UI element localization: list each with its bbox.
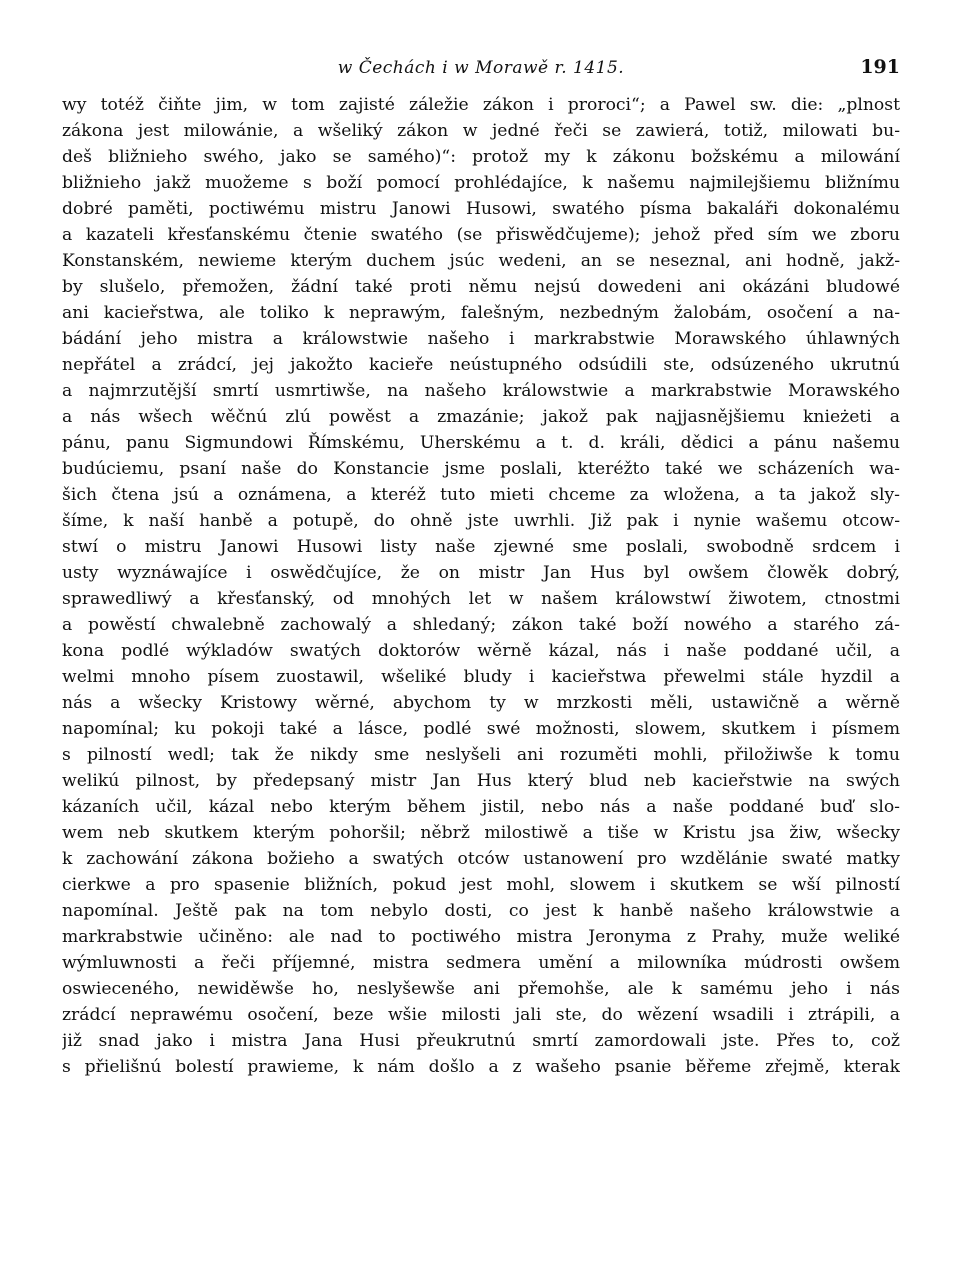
text-line: ani kacieřstwa, ale toliko k neprawým, falešným, nezbedným žalobám, osočení a na- — [62, 303, 900, 323]
page-header — [62, 52, 900, 92]
text-line: bádání jeho mistra a králowstwie našeho i markrabstwie Morawského úhlawných — [62, 329, 900, 349]
text-line: nepřátel a zrádcí, jej jakožto kacieře neústupného odsúdili ste, odsúzeného ukrutnú — [62, 355, 900, 375]
text-line: deš bližnieho swého, jako se samého)“: protož my k zákonu božskému a milowání — [62, 147, 900, 167]
text-line: bližnieho jakž muožeme s boží pomocí prohlédajíce, k našemu najmilejšiemu bližnímu — [62, 173, 900, 193]
text-line: již snad jako i mistra Jana Husi přeukrutnú smrtí zamordowali jste. Přes to, což — [62, 1031, 900, 1051]
text-line: a najmrzutější smrtí usmrtiwše, na našeho králowstwie a markrabstwie Morawského — [62, 381, 900, 401]
page-number: 191 — [860, 56, 900, 78]
text-line: a nás wšech wěčnú zlú powěst a zmazánie; jakož pak najjasnějšiemu knieżeti a — [62, 407, 900, 427]
text-line: wýmluwnosti a řeči příjemné, mistra sedmera umění a milowníka múdrosti owšem — [62, 953, 900, 973]
text-line: šich čtena jsú a oznámena, a kteréž tuto mieti chceme za wložena, a ta jakož sly- — [62, 485, 900, 505]
body-text — [62, 92, 900, 1080]
text-line: kona podlé wýkladów swatých doktorów wěrně kázal, nás i naše poddané učil, a — [62, 641, 900, 661]
text-line: stwí o mistru Janowi Husowi listy naše zjewné sme poslali, swobodně srdcem i — [62, 537, 900, 557]
text-line: a kazateli křesťanskému čtenie swatého (se přiswědčujeme); jehož před sím we zboru — [62, 225, 900, 245]
text-line: s přielišnú bolestí prawieme, k nám došlo a z wašeho psanie běřeme zřejmě, kterak — [62, 1057, 900, 1077]
text-line: cierkwe a pro spasenie bližních, pokud jest mohl, slowem i skutkem se wší pilností — [62, 875, 900, 895]
text-line: usty wyznáwajíce i oswědčujíce, že on mistr Jan Hus byl owšem člowěk dobrý, — [62, 563, 900, 583]
text-line: wy totéž čiňte jim, w tom zajisté záležie zákon i proroci“; a Pawel sw. die: „plnost — [62, 95, 900, 115]
text-line: s pilností wedl; tak že nikdy sme neslyšeli ani rozuměti mohli, přiložiwše k tomu — [62, 745, 900, 765]
text-line: zákona jest milowánie, a wšeliký zákon w jedné řeči se zawierá, totiž, milowati bu- — [62, 121, 900, 141]
text-line: markrabstwie učiněno: ale nad to poctiwého mistra Jeronyma z Prahy, muže weliké — [62, 927, 900, 947]
text-line: kázaních učil, kázal nebo kterým během jistil, nebo nás a naše poddané buď slo- — [62, 797, 900, 817]
text-line: budúciemu, psaní naše do Konstancie jsme poslali, kteréžto také we scházeních wa- — [62, 459, 900, 479]
text-line: šíme, k naší hanbě a potupě, do ohně jste uwrhli. Již pak i nynie wašemu otcow- — [62, 511, 900, 531]
text-line: by slušelo, přemožen, žádní také proti němu nejsú dowedeni ani okázáni bludowé — [62, 277, 900, 297]
text-line: Konstanském, newieme kterým duchem jsúc wedeni, an se neseznal, ani hodně, jakž- — [62, 251, 900, 271]
text-line: pánu, panu Sigmundowi Římskému, Uherskému a t. d. králi, dědici a pánu našemu — [62, 433, 900, 453]
text-line: nás a wšecky Kristowy wěrné, abychom ty w mrzkosti měli, ustawičně a wěrně — [62, 693, 900, 713]
text-line: a powěstí chwalebně zachowalý a shledaný; zákon také boží nowého a starého zá- — [62, 615, 900, 635]
text-line: wem neb skutkem kterým pohoršil; něbrž milostiwě a tiše w Kristu jsa žiw, wšecky — [62, 823, 900, 843]
document-page — [62, 52, 900, 1080]
text-line: welikú pilnost, by předepsaný mistr Jan Hus který blud neb kacieřstwie na swých — [62, 771, 900, 791]
text-line: napomínal. Ještě pak na tom nebylo dosti, co jest k hanbě našeho králowstwie a — [62, 901, 900, 921]
text-line: dobré paměti, poctiwému mistru Janowi Husowi, swatého písma bakaláři dokonalému — [62, 199, 900, 219]
text-line: welmi mnoho písem zuostawil, wšeliké bludy i kacieřstwa přewelmi stále hyzdil a — [62, 667, 900, 687]
text-line: sprawedliwý a křesťanský, od mnohých let w našem králowstwí žiwotem, ctnostmi — [62, 589, 900, 609]
text-line: zrádcí neprawému osočení, beze wšie milosti jali ste, do wězení wsadili i ztrápili, a — [62, 1005, 900, 1025]
text-line: napomínal; ku pokoji také a lásce, podlé swé možnosti, slowem, skutkem i písmem — [62, 719, 900, 739]
text-line: k zachowání zákona božieho a swatých otców ustanowení pro wzdělánie swaté matky — [62, 849, 900, 869]
text-line: oswieceného, newiděwše ho, neslyšewše ani přemohše, ale k samému jeho i nás — [62, 979, 900, 999]
running-head: w Čechách i w Morawě r. 1415. — [337, 58, 625, 78]
